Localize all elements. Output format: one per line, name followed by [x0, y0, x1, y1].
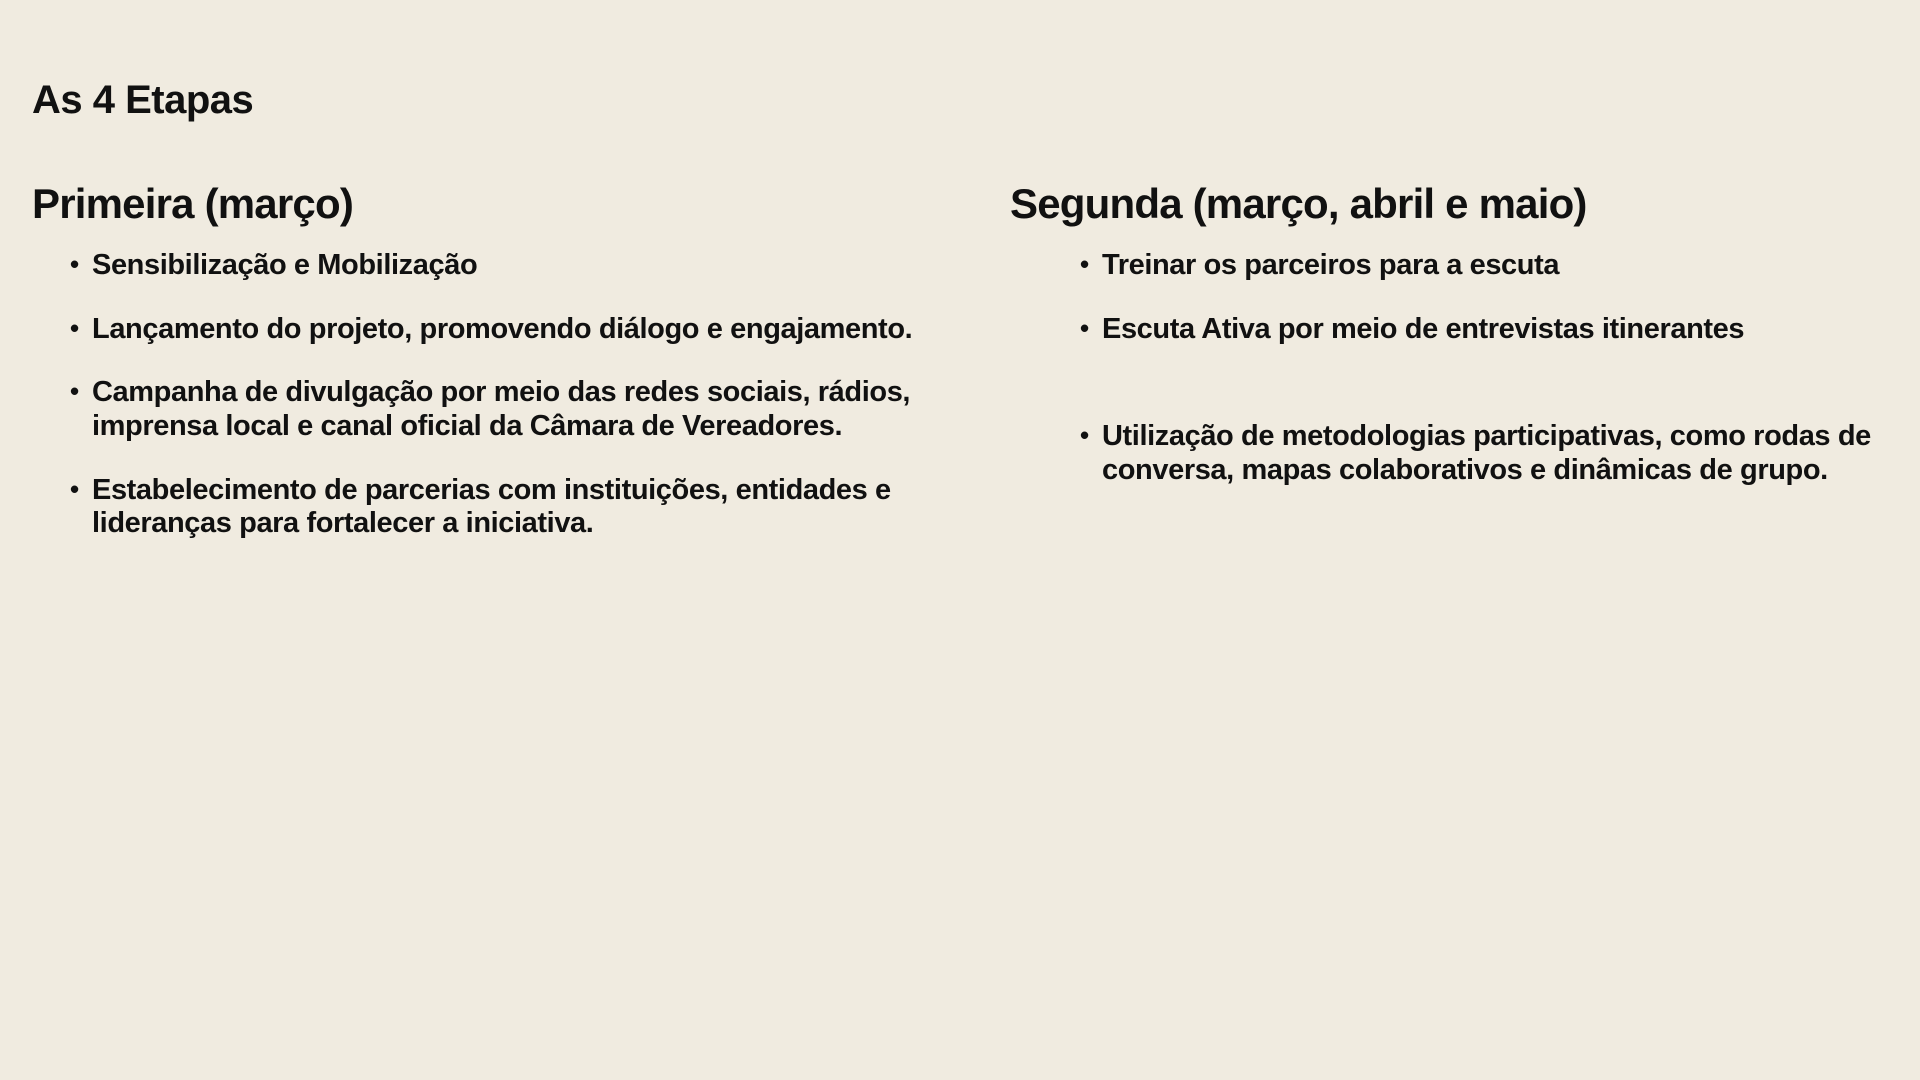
list-item: • Escuta Ativa por meio de entrevistas itinerantes — [1072, 313, 1880, 347]
list-item: • Lançamento do projeto, promovendo diálogo e engajamento. — [62, 313, 990, 347]
list-item: • Estabelecimento de parcerias com instituições, entidades e lideranças para fortalecer a iniciativa. — [62, 474, 990, 541]
list-spacer — [1072, 376, 1880, 420]
list-item: • Treinar os parceiros para a escuta — [1072, 249, 1880, 283]
bullet-list-segunda — [1010, 249, 1880, 488]
columns-container — [0, 180, 1920, 571]
column-segunda — [1010, 180, 1920, 518]
column-heading-segunda: Segunda (março, abril e maio) — [1010, 180, 1587, 227]
list-item: • Sensibilização e Mobilização — [62, 249, 990, 283]
bullet-list-primeira — [32, 249, 990, 541]
page-title: As 4 Etapas — [32, 78, 254, 122]
column-primeira — [0, 180, 1010, 571]
list-item: • Campanha de divulgação por meio das redes sociais, rádios, imprensa local e canal oficial da Câmara de Vereadores. — [62, 376, 990, 443]
column-heading-primeira: Primeira (março) — [32, 180, 354, 227]
list-item: • Utilização de metodologias participativas, como rodas de conversa, mapas colaborativos e dinâmicas de grupo. — [1072, 420, 1880, 487]
